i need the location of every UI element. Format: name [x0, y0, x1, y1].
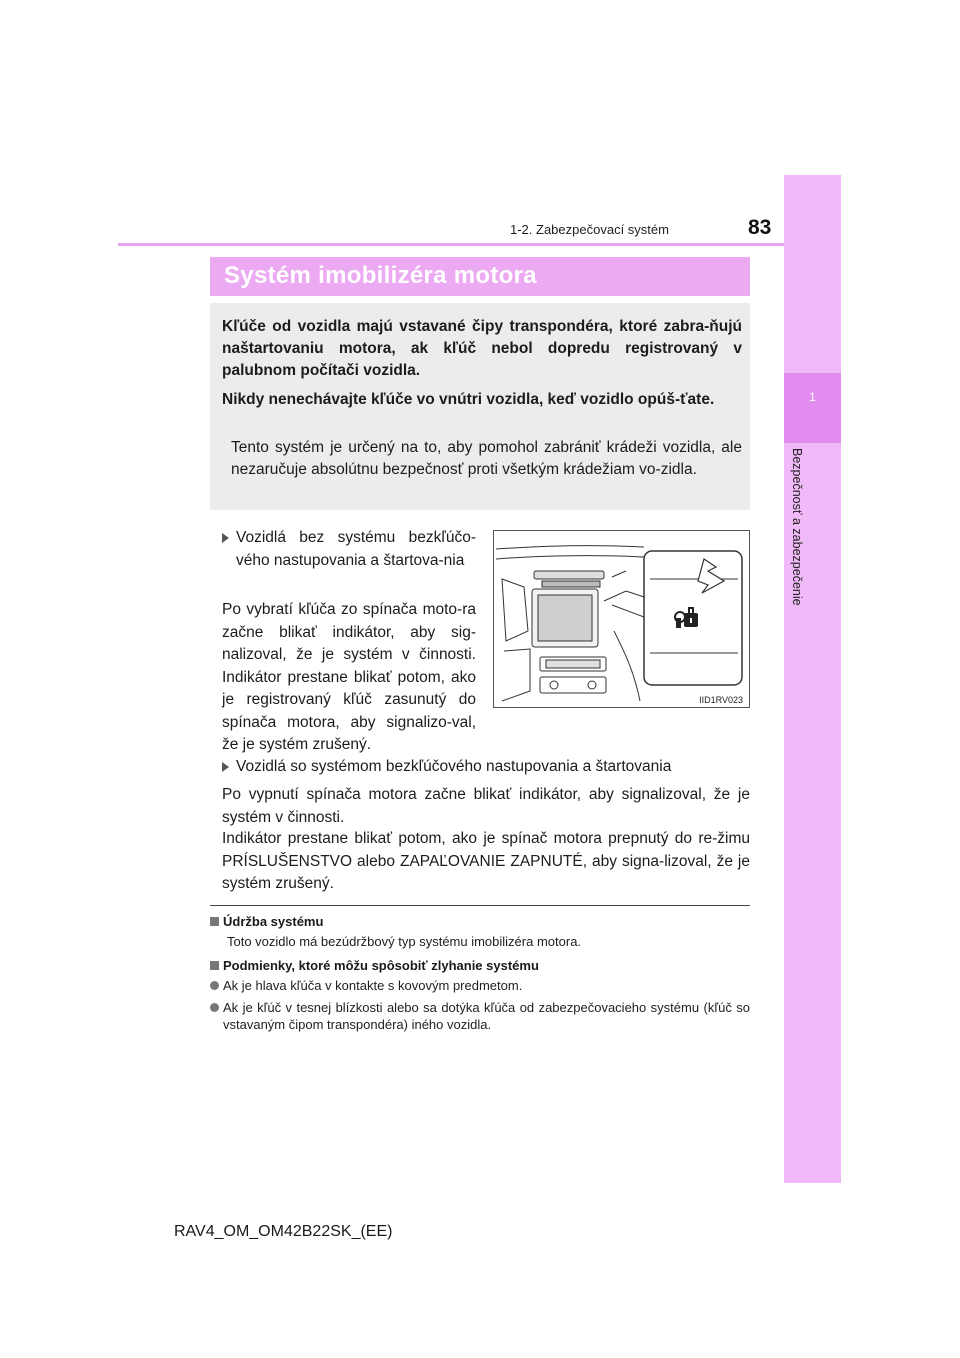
note-2-item-1-row	[210, 978, 750, 995]
triangle-bullet-icon	[222, 762, 229, 772]
side-chapter-number: 1	[809, 390, 816, 404]
intro-normal: Tento systém je určený na to, aby pomohol zabrániť krádeži vozidla, ale nezaručuje absolútnu bezpečnosť proti všetkým krádežiam vo-zidla.	[231, 439, 742, 478]
dashboard-figure	[493, 530, 750, 708]
dashboard-illustration	[494, 531, 750, 708]
note-1-heading-row	[210, 914, 323, 929]
note-1-heading: Údržba systému	[223, 914, 324, 929]
note-2-item-2: Ak je kľúč v tesnej blízkosti alebo sa dotýka kľúča od zabezpečovacieho systému (kľúč so vstavaným čipom transpondéra) iného vozidla.	[223, 1000, 750, 1032]
triangle-bullet-icon	[222, 533, 229, 543]
notes-divider	[210, 905, 750, 906]
note-2-item-1: Ak je hlava kľúča v kontakte s kovovým predmetom.	[223, 978, 523, 993]
section-a-heading: Vozidlá bez systému bezkľúčo-vého nastupovania a štartova-nia	[236, 529, 476, 569]
intro-bold-1: Kľúče od vozidla majú vstavané čipy transpondéra, ktoré zabra-ňujú naštartovaniu motora, ak kľúč nebol dopredu registrovaný v palubnom počítači vozidla.	[222, 318, 742, 379]
side-chapter-marker	[784, 373, 841, 443]
section-b-heading-row	[222, 756, 750, 779]
section-label: 1-2. Zabezpečovací systém	[510, 222, 669, 237]
side-chapter-title: Bezpečnosť a zabezpečenie	[790, 448, 804, 606]
section-b-heading: Vozidlá so systémom bezkľúčového nastupovania a štartovania	[236, 758, 672, 775]
figure-code: IID1RV023	[699, 695, 743, 705]
square-bullet-icon	[210, 961, 219, 970]
header-divider	[118, 243, 784, 246]
section-b-paragraph-1: Po vypnutí spínača motora začne blikať indikátor, aby signalizoval, že je systém v činnosti.	[222, 786, 750, 826]
intro-bold-2: Nikdy nenechávajte kľúče vo vnútri vozidla, keď vozidlo opúš-ťate.	[222, 391, 715, 408]
section-a-paragraph: Po vybratí kľúča zo spínača moto-ra začne blikať indikátor, aby sig-nalizoval, že je systém v činnosti. Indikátor prestane blikať potom, ako je registrovaný kľúč zasunutý do spínača motora, aby signalizo-val, že je systém zrušený.	[222, 601, 476, 753]
note-1-text: Toto vozidlo má bezúdržbový typ systému imobilizéra motora.	[227, 934, 582, 949]
page-title: Systém imobilizéra motora	[224, 262, 537, 289]
section-a-heading-row	[222, 527, 476, 572]
circle-bullet-icon	[210, 981, 219, 990]
circle-bullet-icon	[210, 1003, 219, 1012]
document-code: RAV4_OM_OM42B22SK_(EE)	[174, 1223, 393, 1240]
note-2-heading: Podmienky, ktoré môžu spôsobiť zlyhanie systému	[223, 958, 539, 973]
page-number: 83	[748, 216, 772, 239]
section-b-paragraph-2: Indikátor prestane blikať potom, ako je spínač motora prepnutý do re-žimu PRÍSLUŠENSTVO alebo ZAPAĽOVANIE ZAPNUTÉ, aby signa-lizoval, že je systém zrušený.	[222, 830, 750, 892]
note-2-item-2-row	[210, 1000, 750, 1033]
side-chapter-tab	[784, 175, 841, 1183]
square-bullet-icon	[210, 917, 219, 926]
note-2-heading-row	[210, 958, 539, 973]
